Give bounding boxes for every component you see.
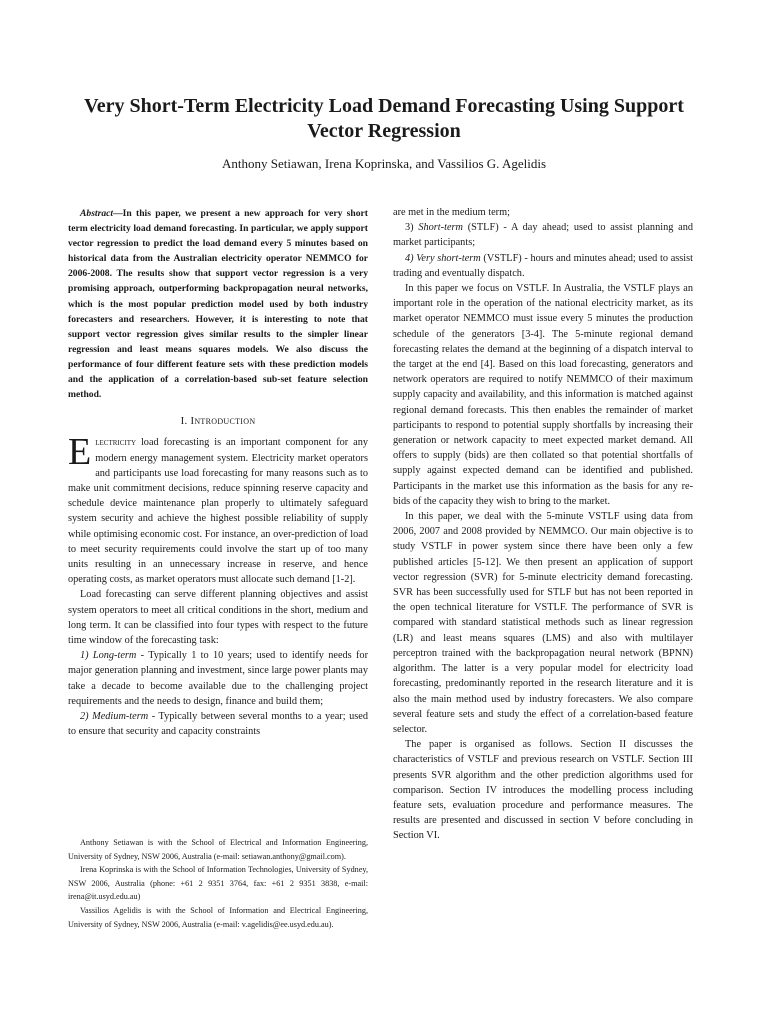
left-column: [68, 206, 368, 739]
footnotes: [68, 836, 368, 931]
list-item-long-term: [68, 648, 368, 709]
footnote-koprinska: Irena Koprinska is with the School of Information Technologies, University of Sydney, NSW 2006, Australia (phone: +61 2 9351 3764, fax: +61 2 9351 3838, e-mail: irena@it.usyd.edu.au): [68, 865, 368, 902]
section-heading-introduction: I. Introduction: [180, 415, 256, 428]
list-item-very-short-term: [393, 251, 693, 281]
organisation-paragraph: The paper is organised as follows. Section II discusses the characteristics of VSTLF and previous research on VSTLF. Section III presents SVR algorithm and the other prediction algorithms used for comparison. Section IV introduces the modelling process including feature sets, evaluation procedure and performance measures. The results are presented and discussed in section V before concluding in Section VI.: [393, 739, 693, 842]
list-item-medium-term: [68, 709, 368, 739]
abstract: [68, 206, 368, 402]
list-item-short-term: [393, 220, 693, 250]
short-term-prefix: 3): [405, 222, 419, 234]
abstract-label: Abstract: [80, 208, 114, 219]
medium-term-continuation: are met in the medium term;: [393, 207, 510, 218]
drop-cap: E: [68, 431, 92, 474]
footnote-agelidis: Vassilios Agelidis is with the School of Information and Electrical Engineering, University of Sydney, NSW 2006, Australia (e-mail: v.agelidis@ee.usyd.edu.au).: [68, 905, 368, 929]
author-list: Anthony Setiawan, Irena Koprinska, and Vassilios G. Agelidis: [222, 156, 546, 171]
vstlf-paragraph: In this paper we focus on VSTLF. In Australia, the VSTLF plays an important role in the operation of the national electricity market, as its market operator NEMMCO must issue every 5 minutes the production schedule of the generators [3-4]. The 5-minute regional demand forecasting relates the demand at the beginning of a dispatch interval to the target at the end [4]. Based on this load forecasting, generators and network operators are required to notify NEMMCO of their maximum supply capacity and availability, and this information is matched against regional demand forecasts. This then enables the remainder of market participants to respond to potential supply shortfalls by increasing their generation or network capacity to meet expected market demand. All offers to supply (bids) are then collated so that potential shortfalls of supply against expected demand can be identified and published. Participants in the market use this information as the basis for any re-bids of the capacity they wish to bring to the market.: [393, 283, 693, 507]
paper-title: Very Short-Term Electricity Load Demand Forecasting Using Support Vector Regression: [84, 95, 684, 142]
long-term-label: 1) Long-term: [80, 650, 137, 662]
abstract-dash: —: [113, 208, 123, 219]
short-term-text: (STLF) - A day ahead; used to assist planning and market participants;: [393, 222, 693, 249]
intro-paragraph-2: Load forecasting can serve different planning objectives and assist system operators to meet all critical conditions in the short, medium and long term. It can be classified into four types with respect to the future time window of the forecasting task:: [68, 589, 368, 647]
abstract-text: In this paper, we present a new approach for very short term electricity load demand forecasting. In particular, we apply support vector regression to predict the load demand every 5 minutes based on historical data from the Australian electricity operator NEMMCO for 2006-2008. The results show that support vector regression is a very promising approach, outperforming backpropagation neural networks, which is the most popular prediction model used by both industry forecasters and researchers. However, it is interesting to note that support vector regression gives similar results to the simpler linear regression and least means squares models. We also discuss the performance of four different feature sets with these prediction models and the application of a correlation-based sub-set feature selection method.: [68, 208, 368, 401]
intro-first-word: lectricity: [95, 437, 137, 449]
intro-paragraph-1-text: load forecasting is an important component for any modern energy management system. Electricity market operators and participants use load forecasting for many reasons such as to make unit commitment decisions, reduce spinning reserve capacity and schedule device maintenance plan properly to ultimately safeguard system security and achieve the highest possible reliability of supply while optimising economic cost. For instance, an over-prediction of load to meet security requirements could involve the start up of too many units resulting in an unnecessary increase in reserve, and hence operating costs, as market operators must allocate such demand [1-2].: [68, 437, 368, 586]
objective-paragraph: In this paper, we deal with the 5-minute VSTLF using data from 2006, 2007 and 2008 provided by NEMMCO. Our main objective is to study VSTLF in power system since there have been only a few published articles [5-12]. We then present an application of support vector regression (SVR) for 5-minute electricity demand forecasting. SVR has been successfully used for STLF but has not been reported in the open technical literature for VSTLF. The performance of SVR is compared with standard statistical methods such as linear regression (LR) and least means squares (LMS) and also with multilayer perceptron trained with the backpropagation neural network (BPNN) algorithm. The latter is a very popular model for electricity load forecasting, predominantly reported in the research literature and it is also the main method used by industry forecasters. We also compare several feature sets and study the effect of a correlation-based feature selector.: [393, 511, 693, 735]
right-column: [393, 205, 693, 844]
medium-term-label: 2) Medium-term: [80, 711, 149, 723]
short-term-label: Short-term: [418, 222, 463, 234]
very-short-term-label: 4) Very short-term: [405, 252, 481, 264]
medium-term-text: - Typically between several months to a year; used to ensure that security and capacity constraints: [68, 711, 368, 738]
long-term-text: - Typically 1 to 10 years; used to identify needs for major generation planning and investment, since large power plants may take a decade to become available due to the challenging project requirements and the needs to design, finance and build them;: [68, 650, 368, 707]
footnote-setiawan: Anthony Setiawan is with the School of Electrical and Information Engineering, University of Sydney, NSW 2006, Australia (e-mail: setiawan.anthony@gmail.com).: [68, 838, 368, 861]
very-short-term-text: (VSTLF) - hours and minutes ahead; used to assist trading and eventually dispatch.: [393, 252, 694, 279]
intro-paragraph-1: [68, 431, 368, 587]
